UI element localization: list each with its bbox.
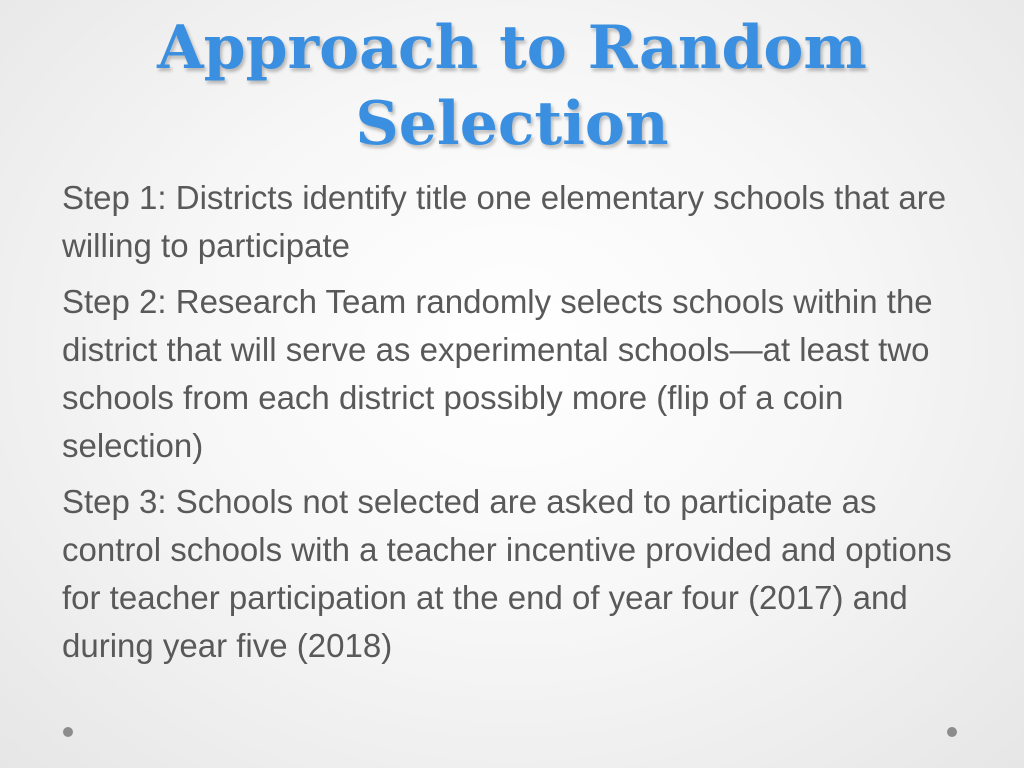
bottom-right-dot-icon	[947, 727, 957, 737]
step-3-text: Step 3: Schools not selected are asked to participate as control schools with a teacher incentive provided and options for teacher participation at the end of year four (2017) and during year five (2018)	[62, 483, 952, 664]
slide-title: Approach to Random Selection	[157, 13, 867, 159]
step-1-text: Step 1: Districts identify title one elementary schools that are willing to participate	[62, 179, 947, 264]
step-2-text: Step 2: Research Team randomly selects schools within the district that will serve as experimental schools—at least two schools from each district possibly more (flip of a coin selection)	[62, 283, 933, 464]
bottom-left-dot-icon	[63, 727, 73, 737]
slide-body	[62, 174, 962, 678]
